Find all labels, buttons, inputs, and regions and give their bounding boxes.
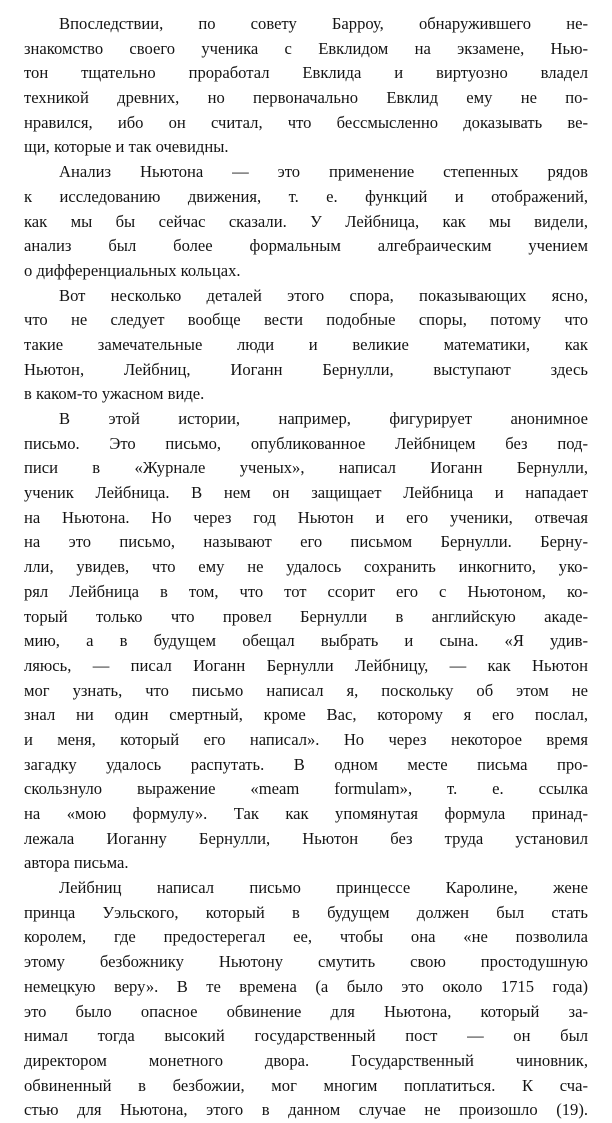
book-page (24, 12, 588, 1123)
text-line: на это письмо, называют его письмом Бернулли. Берну- (24, 532, 588, 552)
text-line: знал ни один смертный, кроме Вас, которому я его послал, (24, 705, 588, 725)
text-line: нимал тогда высокий государственный пост — он был (24, 1026, 588, 1046)
text-line: к исследованию движения, т. е. функций и отображений, (24, 186, 588, 206)
text-line: рял Лейбница в том, что тот ссорит его с Ньютоном, ко- (24, 581, 588, 601)
text-line: Лейбниц написал письмо принцессе Каролине, жене (59, 878, 588, 898)
text-line: знакомство своего ученика с Евклидом на экзамене, Нью- (24, 38, 588, 58)
text-line: обвиненный в безбожии, мог многим поплатиться. К сча- (24, 1075, 588, 1095)
text-line: торый только что провел Бернулли в английскую акаде- (24, 606, 588, 626)
text-line: нравился, ибо он считал, что бессмысленно доказывать ве- (24, 112, 588, 132)
text-line: В этой истории, например, фигурирует анонимное (59, 409, 588, 428)
text-line: письмо. Это письмо, опубликованное Лейбницем без под- (24, 433, 588, 453)
text-line: щи, которые и так очевидны. (24, 137, 229, 157)
text-line: тон тщательно проработал Евклида и виртуозно владел (24, 63, 588, 83)
text-line: на «мою формулу». Так как упомянутая формула принад- (24, 804, 588, 823)
text-line: стью для Ньютона, этого в данном случае не произошло (19). (24, 1100, 588, 1120)
text-line: техникой древних, но первоначально Евклид ему не по- (24, 88, 588, 108)
text-line: анализ был более формальным алгебраическим учением (24, 236, 588, 256)
text-line: принца Уэльского, который в будущем должен был стать (24, 902, 588, 922)
paragraph-analysis (24, 160, 588, 283)
text-line: что не следует вообще вести подобные споры, потому что (24, 310, 588, 330)
text-line: такие замечательные люди и великие математики, как (24, 334, 588, 354)
text-line: этому безбожнику Ньютону смутить свою простодушную (24, 952, 588, 972)
text-line: на Ньютона. Но через год Ньютон и его ученики, отвечая (24, 507, 588, 527)
paragraph-dispute (24, 284, 588, 407)
text-line: о дифференциальных кольцах. (24, 260, 241, 280)
text-line: Анализ Ньютона — это применение степенных рядов (59, 162, 588, 182)
text-line: мог узнать, что письмо написал я, поскольку об этом не (24, 680, 588, 700)
text-line: писи в «Журнале ученых», написал Иоганн Бернулли, (24, 458, 588, 478)
text-line: загадку удалось распутать. В одном месте письма про- (24, 754, 588, 774)
text-line: скользнуло выражение «meam formulam», т. е. ссылка (24, 779, 588, 799)
text-line: Впоследствии, по совету Барроу, обнаружившего не- (59, 14, 588, 33)
text-line: королем, где предостерегал ее, чтобы она «не позволила (24, 927, 588, 947)
text-line: директором монетного двора. Государственный чиновник, (24, 1050, 588, 1070)
text-line: как мы бы сейчас сказали. У Лейбница, как мы видели, (24, 211, 588, 231)
paragraph-anonymous-letter (24, 407, 588, 876)
text-line: немецкую веру». В те времена (а было это около 1715 года) (24, 976, 588, 996)
text-line: это было опасное обвинение для Ньютона, который за- (24, 1001, 588, 1021)
text-line: лежала Иоганну Бернулли, Ньютон без труда установил (24, 828, 588, 848)
text-line: Вот несколько деталей этого спора, показывающих ясно, (59, 285, 588, 305)
text-line: лли, увидев, что ему не удалось сохранить инкогнито, уко- (24, 557, 588, 577)
text-line: и меня, который его написал». Но через некоторое время (24, 729, 588, 749)
paragraph-barrow (24, 12, 588, 160)
text-line: автора письма. (24, 853, 129, 873)
text-line: Ньютон, Лейбниц, Иоганн Бернулли, выступают здесь (24, 359, 588, 379)
text-line: мию, а в будущем обещал выбрать и сына. «Я удив- (24, 631, 588, 651)
text-line: в каком-то ужасном виде. (24, 384, 205, 404)
text-line: ляюсь, — писал Иоганн Бернулли Лейбницу, — как Ньютон (24, 655, 588, 675)
text-line: ученик Лейбница. В нем он защищает Лейбница и нападает (24, 483, 588, 503)
